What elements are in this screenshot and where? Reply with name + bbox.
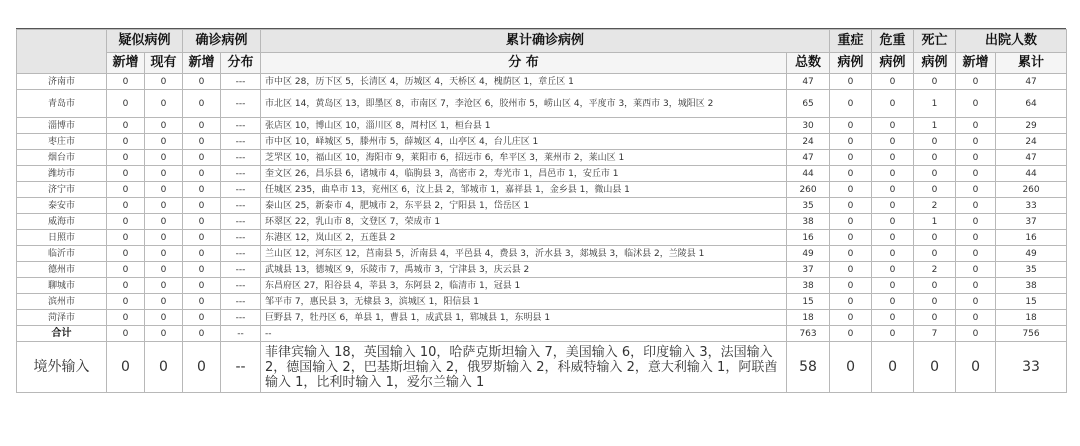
critical-cell: 0 xyxy=(872,262,914,278)
discharged-new-cell: 0 xyxy=(956,214,996,230)
severe-cell: 0 xyxy=(830,90,872,118)
discharged-new-cell: 0 xyxy=(956,74,996,90)
critical-cell: 0 xyxy=(872,134,914,150)
critical-cell: 0 xyxy=(872,326,914,342)
suspected-new-cell: 0 xyxy=(107,134,145,150)
distribution-cell: 兰山区 12，河东区 12，莒南县 5，沂南县 4，平邑县 4，费县 3，沂水县 3，郯城县 3，临沭县 2，兰陵县 1 xyxy=(261,246,787,262)
distribution-cell: 任城区 235，曲阜市 13，兖州区 6，汶上县 2，邹城市 1，嘉祥县 1，金乡县 1，微山县 1 xyxy=(261,182,787,198)
discharged-new-cell: 0 xyxy=(956,230,996,246)
distribution-cell: 菲律宾输入 18，英国输入 10，哈萨克斯坦输入 7，美国输入 6，印度输入 3，法国输入 2，德国输入 2，巴基斯坦输入 2，俄罗斯输入 2，科威特输入 2，意大利输入 1，阿联酋输入 1，比利时输入 1，爱尔兰输入 1 xyxy=(261,342,787,393)
distribution-cell: -- xyxy=(261,326,787,342)
discharged-total-cell: 38 xyxy=(996,278,1067,294)
severe-cell: 0 xyxy=(830,294,872,310)
city-cell: 聊城市 xyxy=(17,278,107,294)
severe-cell: 0 xyxy=(830,74,872,90)
discharged-total-cell: 260 xyxy=(996,182,1067,198)
table-row xyxy=(17,278,1067,294)
severe-cell: 0 xyxy=(830,214,872,230)
severe-cell: 0 xyxy=(830,246,872,262)
confirmed-new-header: 新增 xyxy=(183,53,221,74)
distribution-detail-header: 分 布 xyxy=(261,53,787,74)
confirmed-distribution-cell: --- xyxy=(221,118,261,134)
discharged-total-cell: 47 xyxy=(996,74,1067,90)
death-cell: 0 xyxy=(914,310,956,326)
severe-cell: 0 xyxy=(830,150,872,166)
total-cell: 38 xyxy=(787,278,830,294)
confirmed-distribution-cell: --- xyxy=(221,246,261,262)
death-cell: 0 xyxy=(914,246,956,262)
confirmed-new-cell: 0 xyxy=(183,74,221,90)
severe-cell: 0 xyxy=(830,262,872,278)
suspected-new-cell: 0 xyxy=(107,198,145,214)
confirmed-distribution-cell: --- xyxy=(221,310,261,326)
suspected-new-header: 新增 xyxy=(107,53,145,74)
confirmed-distribution-cell: --- xyxy=(221,74,261,90)
confirmed-distribution-cell: --- xyxy=(221,90,261,118)
discharged-total-cell: 37 xyxy=(996,214,1067,230)
death-cell: 0 xyxy=(914,134,956,150)
discharged-new-cell: 0 xyxy=(956,90,996,118)
suspected-new-cell: 0 xyxy=(107,90,145,118)
death-cell: 0 xyxy=(914,294,956,310)
distribution-cell: 东昌府区 27，阳谷县 4，莘县 3，东阿县 2，临清市 1，冠县 1 xyxy=(261,278,787,294)
discharged-total-cell: 18 xyxy=(996,310,1067,326)
confirmed-distribution-cell: -- xyxy=(221,326,261,342)
discharged-total-cell: 16 xyxy=(996,230,1067,246)
suspected-current-cell: 0 xyxy=(145,166,183,182)
city-cell: 泰安市 xyxy=(17,198,107,214)
suspected-current-cell: 0 xyxy=(145,74,183,90)
confirmed-new-cell: 0 xyxy=(183,262,221,278)
distribution-cell: 巨野县 7，牡丹区 6，单县 1，曹县 1，成武县 1，郓城县 1，东明县 1 xyxy=(261,310,787,326)
city-cell: 滨州市 xyxy=(17,294,107,310)
confirmed-distribution-cell: --- xyxy=(221,278,261,294)
confirmed-new-cell: 0 xyxy=(183,326,221,342)
critical-cell: 0 xyxy=(872,310,914,326)
confirmed-new-cell: 0 xyxy=(183,294,221,310)
confirmed-distribution-header: 分布 xyxy=(221,53,261,74)
confirmed-distribution-cell: --- xyxy=(221,294,261,310)
city-cell: 枣庄市 xyxy=(17,134,107,150)
suspected-current-cell: 0 xyxy=(145,342,183,393)
severe-cell: 0 xyxy=(830,118,872,134)
city-cell: 临沂市 xyxy=(17,246,107,262)
discharged-new-cell: 0 xyxy=(956,310,996,326)
city-cell: 德州市 xyxy=(17,262,107,278)
death-cell: 7 xyxy=(914,326,956,342)
critical-cell: 0 xyxy=(872,182,914,198)
suspected-new-cell: 0 xyxy=(107,214,145,230)
confirmed-distribution-cell: --- xyxy=(221,182,261,198)
discharged-total-header: 累计 xyxy=(996,53,1067,74)
confirmed-new-cell: 0 xyxy=(183,310,221,326)
table-row xyxy=(17,246,1067,262)
death-cell: 0 xyxy=(914,230,956,246)
severe-cell: 0 xyxy=(830,230,872,246)
suspected-new-cell: 0 xyxy=(107,74,145,90)
distribution-cell: 市北区 14，黄岛区 13，即墨区 8，市南区 7，李沧区 6，胶州市 5，崂山区 4，平度市 3，莱西市 3，城阳区 2 xyxy=(261,90,787,118)
distribution-cell: 市中区 28，历下区 5，长清区 4，历城区 4，天桥区 4，槐荫区 1，章丘区 1 xyxy=(261,74,787,90)
severe-cell: 0 xyxy=(830,166,872,182)
critical-cell: 0 xyxy=(872,342,914,393)
discharged-new-cell: 0 xyxy=(956,326,996,342)
critical-cell: 0 xyxy=(872,118,914,134)
death-cell: 1 xyxy=(914,90,956,118)
table-row xyxy=(17,74,1067,90)
discharged-total-cell: 15 xyxy=(996,294,1067,310)
discharged-total-cell: 24 xyxy=(996,134,1067,150)
discharged-new-cell: 0 xyxy=(956,182,996,198)
suspected-current-cell: 0 xyxy=(145,150,183,166)
suspected-current-cell: 0 xyxy=(145,246,183,262)
critical-cell: 0 xyxy=(872,166,914,182)
critical-cell: 0 xyxy=(872,230,914,246)
city-cell: 淄博市 xyxy=(17,118,107,134)
suspected-current-cell: 0 xyxy=(145,262,183,278)
city-cell: 青岛市 xyxy=(17,90,107,118)
distribution-cell: 东港区 12，岚山区 2，五莲县 2 xyxy=(261,230,787,246)
confirmed-distribution-cell: --- xyxy=(221,262,261,278)
confirmed-new-cell: 0 xyxy=(183,214,221,230)
discharged-new-cell: 0 xyxy=(956,134,996,150)
confirmed-distribution-cell: --- xyxy=(221,230,261,246)
discharged-new-cell: 0 xyxy=(956,262,996,278)
suspected-header: 疑似病例 xyxy=(107,30,183,53)
discharged-header: 出院人数 xyxy=(956,30,1067,53)
confirmed-new-cell: 0 xyxy=(183,182,221,198)
total-cell: 30 xyxy=(787,118,830,134)
discharged-new-cell: 0 xyxy=(956,246,996,262)
city-cell: 烟台市 xyxy=(17,150,107,166)
distribution-cell: 泰山区 25，新泰市 4，肥城市 2，东平县 2，宁阳县 1，岱岳区 1 xyxy=(261,198,787,214)
discharged-total-cell: 33 xyxy=(996,342,1067,393)
total-cell: 58 xyxy=(787,342,830,393)
discharged-total-cell: 33 xyxy=(996,198,1067,214)
death-cell: 0 xyxy=(914,74,956,90)
distribution-cell: 市中区 10，峄城区 5，滕州市 5，薛城区 4，山亭区 4，台儿庄区 1 xyxy=(261,134,787,150)
confirmed-new-cell: 0 xyxy=(183,150,221,166)
death-cell: 2 xyxy=(914,198,956,214)
cumulative-header: 累计确诊病例 xyxy=(261,30,830,53)
table-row xyxy=(17,230,1067,246)
suspected-current-cell: 0 xyxy=(145,134,183,150)
discharged-total-cell: 47 xyxy=(996,150,1067,166)
total-cell: 15 xyxy=(787,294,830,310)
discharged-total-cell: 35 xyxy=(996,262,1067,278)
table-row xyxy=(17,182,1067,198)
suspected-new-cell: 0 xyxy=(107,246,145,262)
confirmed-distribution-cell: --- xyxy=(221,198,261,214)
table-row xyxy=(17,326,1067,342)
confirmed-distribution-cell: -- xyxy=(221,342,261,393)
table-row xyxy=(17,118,1067,134)
confirmed-new-cell: 0 xyxy=(183,134,221,150)
total-cell: 260 xyxy=(787,182,830,198)
confirmed-new-cell: 0 xyxy=(183,278,221,294)
suspected-new-cell: 0 xyxy=(107,262,145,278)
total-cell: 37 xyxy=(787,262,830,278)
confirmed-new-cell: 0 xyxy=(183,230,221,246)
city-cell: 菏泽市 xyxy=(17,310,107,326)
total-cell: 18 xyxy=(787,310,830,326)
confirmed-header: 确诊病例 xyxy=(183,30,261,53)
discharged-new-cell: 0 xyxy=(956,150,996,166)
discharged-total-cell: 756 xyxy=(996,326,1067,342)
discharged-total-cell: 29 xyxy=(996,118,1067,134)
total-cell: 49 xyxy=(787,246,830,262)
suspected-new-cell: 0 xyxy=(107,310,145,326)
distribution-cell: 环翠区 22，乳山市 8，文登区 7，荣成市 1 xyxy=(261,214,787,230)
total-cell: 24 xyxy=(787,134,830,150)
death-cell: 1 xyxy=(914,214,956,230)
discharged-new-header: 新增 xyxy=(956,53,996,74)
table-row xyxy=(17,342,1067,393)
total-cell: 35 xyxy=(787,198,830,214)
suspected-current-cell: 0 xyxy=(145,230,183,246)
critical-header: 危重 xyxy=(872,30,914,53)
distribution-cell: 奎文区 26，昌乐县 6，诸城市 4，临朐县 3，高密市 2，寿光市 1，昌邑市 1，安丘市 1 xyxy=(261,166,787,182)
critical-cell: 0 xyxy=(872,74,914,90)
table-row xyxy=(17,134,1067,150)
suspected-new-cell: 0 xyxy=(107,342,145,393)
table-row xyxy=(17,214,1067,230)
table-row xyxy=(17,294,1067,310)
city-cell: 合计 xyxy=(17,326,107,342)
total-cell: 47 xyxy=(787,74,830,90)
table-row xyxy=(17,198,1067,214)
critical-cell: 0 xyxy=(872,246,914,262)
suspected-current-cell: 0 xyxy=(145,326,183,342)
confirmed-new-cell: 0 xyxy=(183,342,221,393)
suspected-new-cell: 0 xyxy=(107,118,145,134)
table-row xyxy=(17,150,1067,166)
critical-cell: 0 xyxy=(872,198,914,214)
death-header: 死亡 xyxy=(914,30,956,53)
suspected-new-cell: 0 xyxy=(107,150,145,166)
suspected-new-cell: 0 xyxy=(107,326,145,342)
death-sub-header: 病例 xyxy=(914,53,956,74)
confirmed-distribution-cell: --- xyxy=(221,214,261,230)
death-cell: 0 xyxy=(914,166,956,182)
distribution-cell: 张店区 10，博山区 10，淄川区 8，周村区 1，桓台县 1 xyxy=(261,118,787,134)
total-cell: 16 xyxy=(787,230,830,246)
discharged-total-cell: 64 xyxy=(996,90,1067,118)
table-row xyxy=(17,90,1067,118)
total-header: 总数 xyxy=(787,53,830,74)
severe-cell: 0 xyxy=(830,198,872,214)
total-cell: 763 xyxy=(787,326,830,342)
confirmed-new-cell: 0 xyxy=(183,118,221,134)
table-row xyxy=(17,166,1067,182)
discharged-new-cell: 0 xyxy=(956,198,996,214)
severe-header: 重症 xyxy=(830,30,872,53)
confirmed-distribution-cell: --- xyxy=(221,134,261,150)
severe-sub-header: 病例 xyxy=(830,53,872,74)
confirmed-new-cell: 0 xyxy=(183,246,221,262)
city-header xyxy=(17,30,107,74)
severe-cell: 0 xyxy=(830,310,872,326)
city-cell: 济宁市 xyxy=(17,182,107,198)
discharged-new-cell: 0 xyxy=(956,118,996,134)
critical-cell: 0 xyxy=(872,90,914,118)
total-cell: 38 xyxy=(787,214,830,230)
suspected-current-cell: 0 xyxy=(145,278,183,294)
total-cell: 44 xyxy=(787,166,830,182)
suspected-new-cell: 0 xyxy=(107,230,145,246)
critical-cell: 0 xyxy=(872,214,914,230)
city-cell: 潍坊市 xyxy=(17,166,107,182)
death-cell: 0 xyxy=(914,278,956,294)
death-cell: 1 xyxy=(914,118,956,134)
suspected-current-cell: 0 xyxy=(145,118,183,134)
confirmed-new-cell: 0 xyxy=(183,198,221,214)
confirmed-new-cell: 0 xyxy=(183,90,221,118)
city-cell: 日照市 xyxy=(17,230,107,246)
table-row xyxy=(17,310,1067,326)
critical-cell: 0 xyxy=(872,150,914,166)
death-cell: 0 xyxy=(914,342,956,393)
discharged-total-cell: 49 xyxy=(996,246,1067,262)
confirmed-distribution-cell: --- xyxy=(221,166,261,182)
death-cell: 0 xyxy=(914,182,956,198)
severe-cell: 0 xyxy=(830,342,872,393)
discharged-new-cell: 0 xyxy=(956,294,996,310)
distribution-cell: 武城县 13，德城区 9，乐陵市 7，禹城市 3，宁津县 3，庆云县 2 xyxy=(261,262,787,278)
severe-cell: 0 xyxy=(830,134,872,150)
critical-cell: 0 xyxy=(872,278,914,294)
total-cell: 65 xyxy=(787,90,830,118)
discharged-new-cell: 0 xyxy=(956,278,996,294)
severe-cell: 0 xyxy=(830,182,872,198)
suspected-new-cell: 0 xyxy=(107,182,145,198)
city-cell: 境外输入 xyxy=(17,342,107,393)
severe-cell: 0 xyxy=(830,326,872,342)
distribution-cell: 邹平市 7，惠民县 3，无棣县 3，滨城区 1，阳信县 1 xyxy=(261,294,787,310)
discharged-new-cell: 0 xyxy=(956,342,996,393)
suspected-new-cell: 0 xyxy=(107,294,145,310)
suspected-current-cell: 0 xyxy=(145,214,183,230)
discharged-total-cell: 44 xyxy=(996,166,1067,182)
city-cell: 威海市 xyxy=(17,214,107,230)
critical-cell: 0 xyxy=(872,294,914,310)
suspected-current-header: 现有 xyxy=(145,53,183,74)
confirmed-distribution-cell: --- xyxy=(221,150,261,166)
suspected-current-cell: 0 xyxy=(145,182,183,198)
suspected-new-cell: 0 xyxy=(107,166,145,182)
distribution-cell: 芝罘区 10，福山区 10，海阳市 9，莱阳市 6，招远市 6，牟平区 3，莱州市 2，莱山区 1 xyxy=(261,150,787,166)
discharged-new-cell: 0 xyxy=(956,166,996,182)
death-cell: 2 xyxy=(914,262,956,278)
suspected-new-cell: 0 xyxy=(107,278,145,294)
suspected-current-cell: 0 xyxy=(145,294,183,310)
total-cell: 47 xyxy=(787,150,830,166)
suspected-current-cell: 0 xyxy=(145,198,183,214)
table-row xyxy=(17,262,1067,278)
severe-cell: 0 xyxy=(830,278,872,294)
case-statistics-table xyxy=(16,29,1067,393)
suspected-current-cell: 0 xyxy=(145,310,183,326)
confirmed-new-cell: 0 xyxy=(183,166,221,182)
critical-sub-header: 病例 xyxy=(872,53,914,74)
city-cell: 济南市 xyxy=(17,74,107,90)
suspected-current-cell: 0 xyxy=(145,90,183,118)
death-cell: 0 xyxy=(914,150,956,166)
